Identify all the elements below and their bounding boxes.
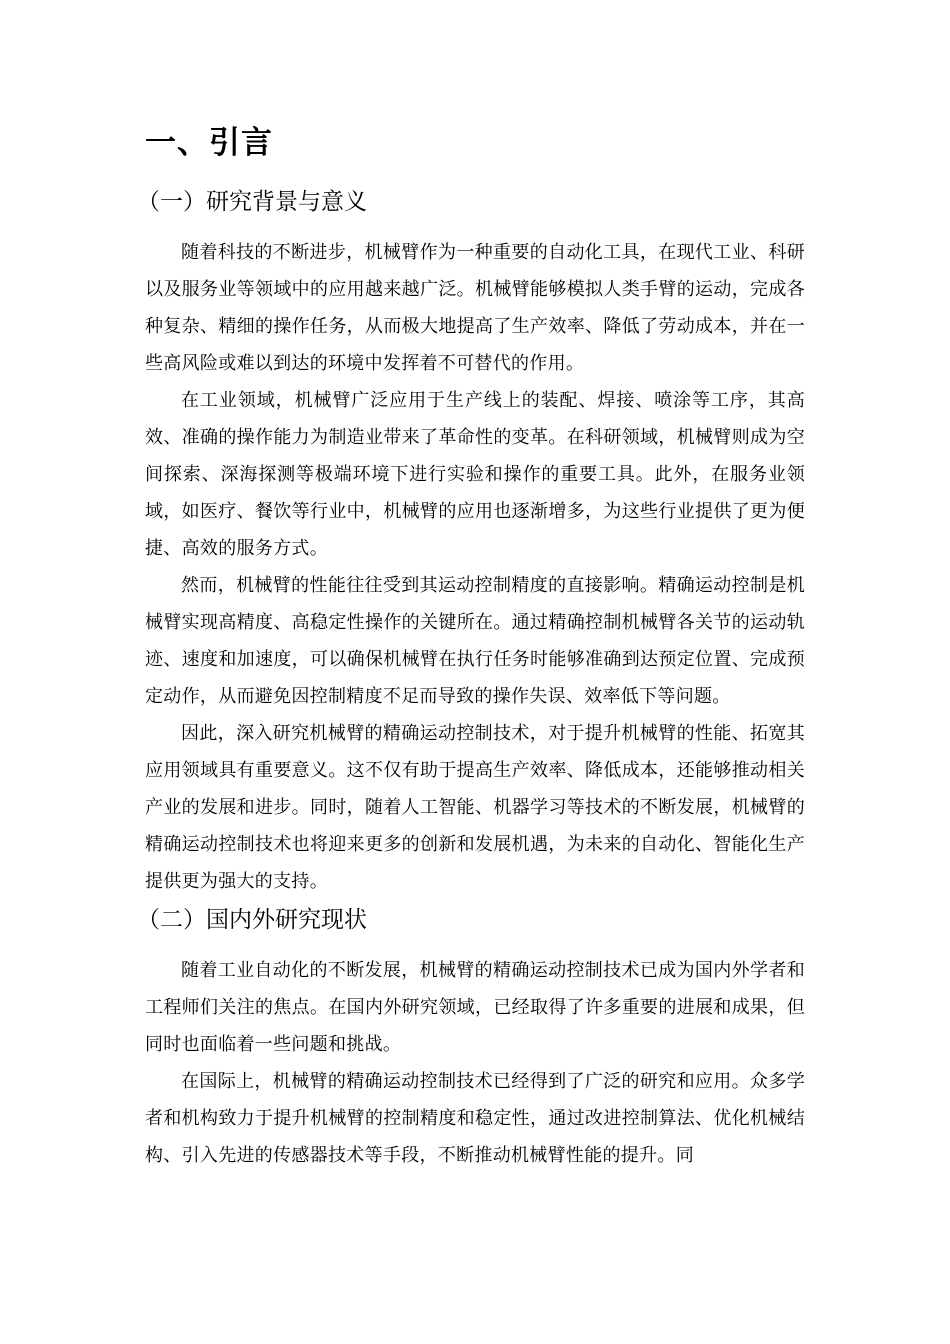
document-page: [137, 118, 805, 1174]
section-heading: （一）研究背景与意义: [137, 189, 367, 215]
paragraph: 随着科技的不断进步，机械臂作为一种重要的自动化工具，在现代工业、科研以及服务业等领域中的应用越来越广泛。机械臂能够模拟人类手臂的运动，完成各种复杂、精细的操作任务，从而极大地提高了生产效率、降低了劳动成本，并在一些高风险或难以到达的环境中发挥着不可替代的作用。: [145, 242, 805, 374]
paragraph: 在国际上，机械臂的精确运动控制技术已经得到了广泛的研究和应用。众多学者和机构致力于提升机械臂的控制精度和稳定性，通过改进控制算法、优化机械结构、引入先进的传感器技术等手段，不断推动机械臂性能的提升。同: [145, 1071, 805, 1166]
chapter-heading: 一、引言: [145, 125, 273, 161]
section-heading: （二）国内外研究现状: [137, 907, 367, 933]
paragraph: 在工业领域，机械臂广泛应用于生产线上的装配、焊接、喷涂等工序，其高效、准确的操作能力为制造业带来了革命性的变革。在科研领域，机械臂则成为空间探索、深海探测等极端环境下进行实验和操作的重要工具。此外，在服务业领域，如医疗、餐饮等行业中，机械臂的应用也逐渐增多，为这些行业提供了更为便捷、高效的服务方式。: [145, 390, 805, 559]
paragraph: 然而，机械臂的性能往往受到其运动控制精度的直接影响。精确运动控制是机械臂实现高精度、高稳定性操作的关键所在。通过精确控制机械臂各关节的运动轨迹、速度和加速度，可以确保机械臂在执行任务时能够准确到达预定位置、完成预定动作，从而避免因控制精度不足而导致的操作失误、效率低下等问题。: [145, 575, 805, 707]
paragraph: 因此，深入研究机械臂的精确运动控制技术，对于提升机械臂的性能、拓宽其应用领域具有重要意义。这不仅有助于提高生产效率、降低成本，还能够推动相关产业的发展和进步。同时，随着人工智能、机器学习等技术的不断发展，机械臂的精确运动控制技术也将迎来更多的创新和发展机遇，为未来的自动化、智能化生产提供更为强大的支持。: [145, 723, 805, 892]
section-research-status: [137, 902, 805, 1174]
section-background: [137, 184, 805, 900]
paragraph: 随着工业自动化的不断发展，机械臂的精确运动控制技术已成为国内外学者和工程师们关注的焦点。在国内外研究领域，已经取得了许多重要的进展和成果，但同时也面临着一些问题和挑战。: [145, 960, 805, 1055]
